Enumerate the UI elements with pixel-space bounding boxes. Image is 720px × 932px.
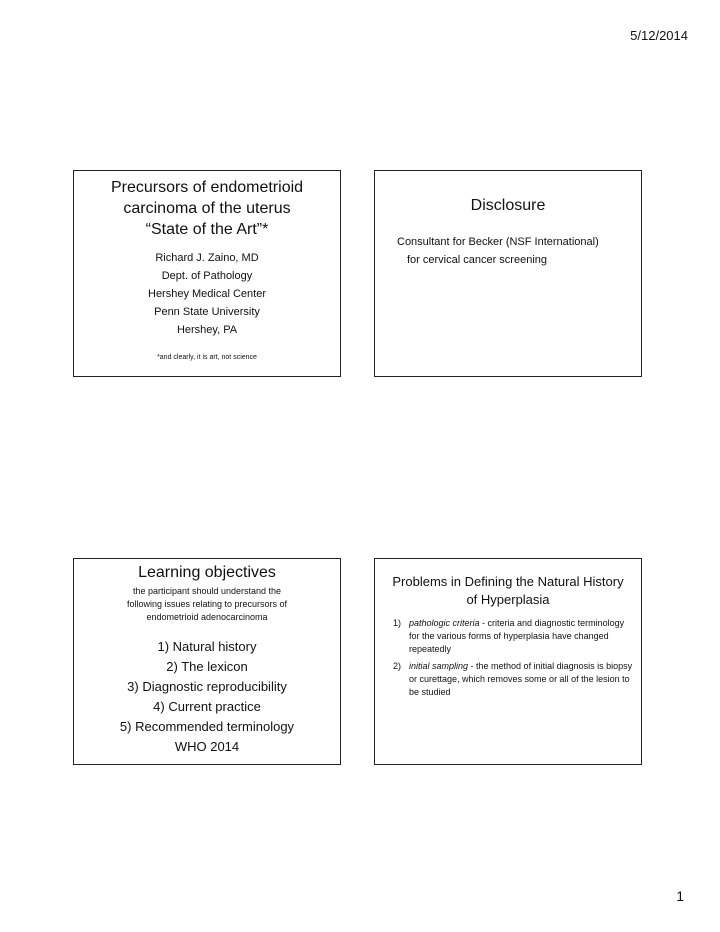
author-university: Penn State University: [154, 306, 260, 318]
author-block: [74, 249, 340, 339]
item-number: 2): [393, 661, 402, 671]
title-line: of Hyperplasia: [466, 592, 550, 607]
item-text: [409, 660, 633, 699]
author-dept: Dept. of Pathology: [161, 270, 253, 282]
list-item: 5) Recommended terminology: [119, 719, 295, 734]
title-line: carcinoma of the uterus: [123, 200, 291, 217]
title-line: Problems in Defining the Natural History: [392, 574, 624, 589]
title-footnote: *and clearly, it is art, not science: [157, 354, 257, 361]
author-location: Hershey, PA: [176, 324, 238, 336]
slide-title: [73, 170, 341, 377]
slide-natural-history-problems: [374, 558, 642, 765]
page-date: 5/12/2014: [630, 28, 688, 43]
subtitle-line: endometrioid adenocarcinoma: [146, 612, 268, 622]
slide-disclosure: [374, 170, 642, 377]
item-description: - the method of initial diagnosis is biopsy or curettage, which removes some or all of the lesion to be studied: [409, 661, 633, 697]
list-item: [393, 660, 633, 699]
author-name: Richard J. Zaino, MD: [155, 252, 259, 264]
item-term: initial sampling: [409, 661, 469, 671]
item-term: pathologic criteria: [409, 618, 480, 628]
author-center: Hershey Medical Center: [148, 288, 266, 300]
disclosure-line: for cervical cancer screening: [407, 254, 548, 266]
list-item: 3) Diagnostic reproducibility: [127, 679, 287, 694]
item-text: [409, 617, 633, 656]
problems-list: [393, 617, 633, 703]
list-item: 4) Current practice: [153, 699, 261, 714]
disclosure-heading: Disclosure: [470, 197, 546, 214]
item-number: 1): [393, 618, 402, 628]
objectives-heading: Learning objectives: [138, 564, 276, 581]
list-item: WHO 2014: [174, 739, 240, 754]
list-item: [393, 617, 633, 656]
problems-heading: [375, 573, 641, 609]
title-line: “State of the Art”*: [145, 221, 269, 238]
slide-title-heading: [74, 177, 340, 240]
page-number: 1: [676, 888, 684, 904]
subtitle-line: following issues relating to precursors of: [126, 599, 288, 609]
objectives-subtitle: [74, 585, 340, 624]
subtitle-line: the participant should understand the: [132, 586, 282, 596]
item-description: - criteria and diagnostic terminology for the various forms of hyperplasia have changed repeatedly: [409, 618, 625, 654]
objectives-list: [74, 637, 340, 757]
title-line: Precursors of endometrioid: [110, 179, 304, 196]
list-item: 1) Natural history: [157, 639, 257, 654]
disclosure-body: [375, 233, 641, 269]
disclosure-line: Consultant for Becker (NSF International): [397, 236, 599, 248]
slide-learning-objectives: [73, 558, 341, 765]
list-item: 2) The lexicon: [166, 659, 248, 674]
